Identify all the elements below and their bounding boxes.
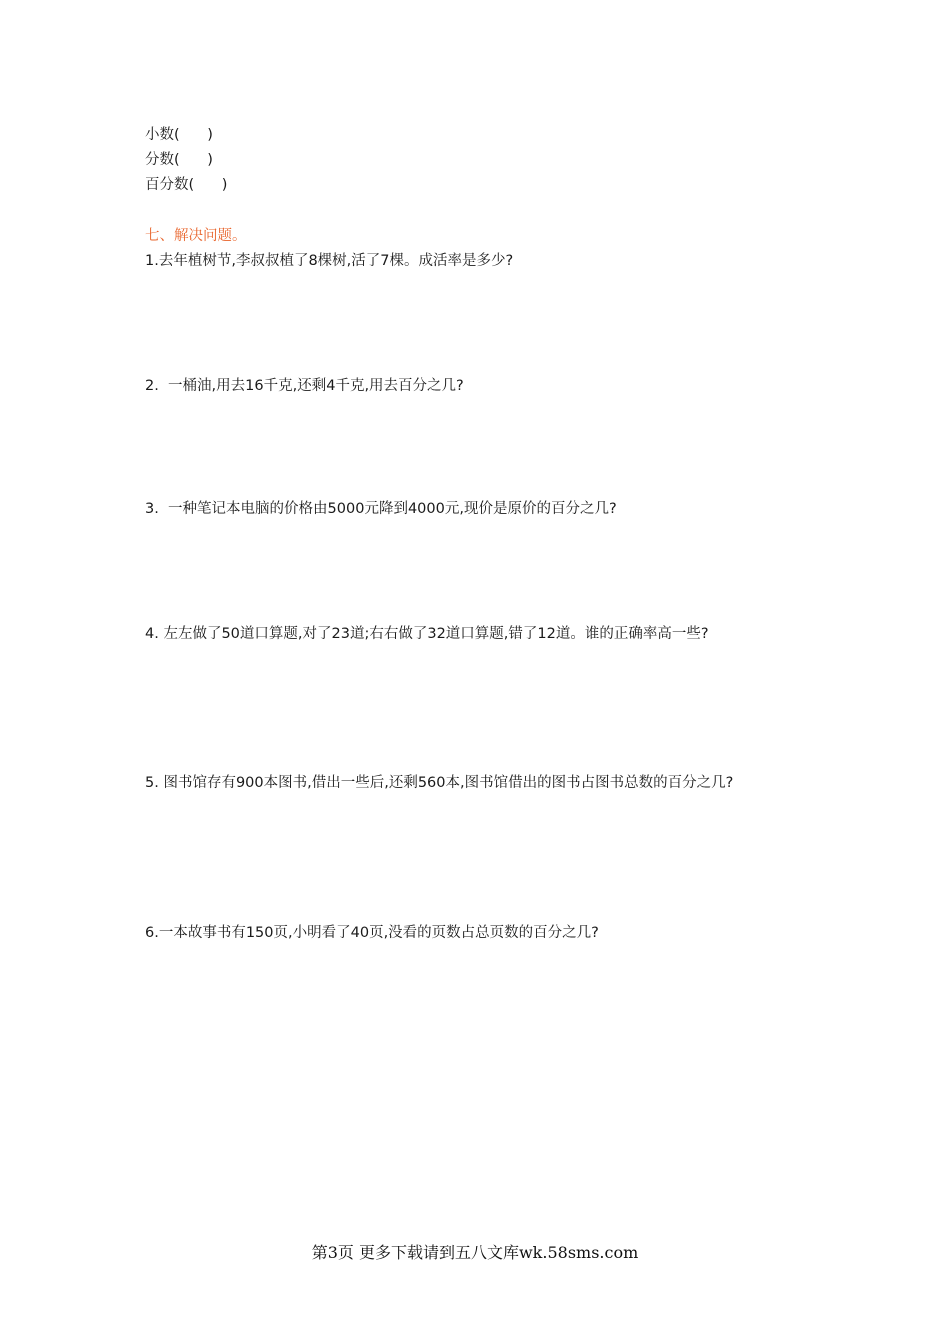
fill-in-decimal: 小数( ): [145, 127, 213, 143]
fill-in-percent: 百分数( ): [145, 177, 228, 193]
page-footer: 第3页 更多下载请到五八文库wk.58sms.com: [311, 1243, 639, 1262]
section-heading: 七、解决问题。: [145, 228, 247, 244]
question-3: 3. 一种笔记本电脑的价格由5000元降到4000元,现价是原价的百分之几?: [145, 501, 617, 517]
question-1: 1.去年植树节,李叔叔植了8棵树,活了7棵。成活率是多少?: [145, 253, 514, 269]
question-6: 6.一本故事书有150页,小明看了40页,没看的页数占总页数的百分之几?: [145, 925, 599, 941]
question-5: 5. 图书馆存有900本图书,借出一些后,还剩560本,图书馆借出的图书占图书总数的百分之几?: [145, 775, 734, 791]
fill-in-fraction: 分数( ): [145, 152, 213, 168]
question-4: 4. 左左做了50道口算题,对了23道;右右做了32道口算题,错了12道。谁的正确率高一些?: [145, 626, 709, 642]
question-2: 2. 一桶油,用去16千克,还剩4千克,用去百分之几?: [145, 378, 464, 394]
